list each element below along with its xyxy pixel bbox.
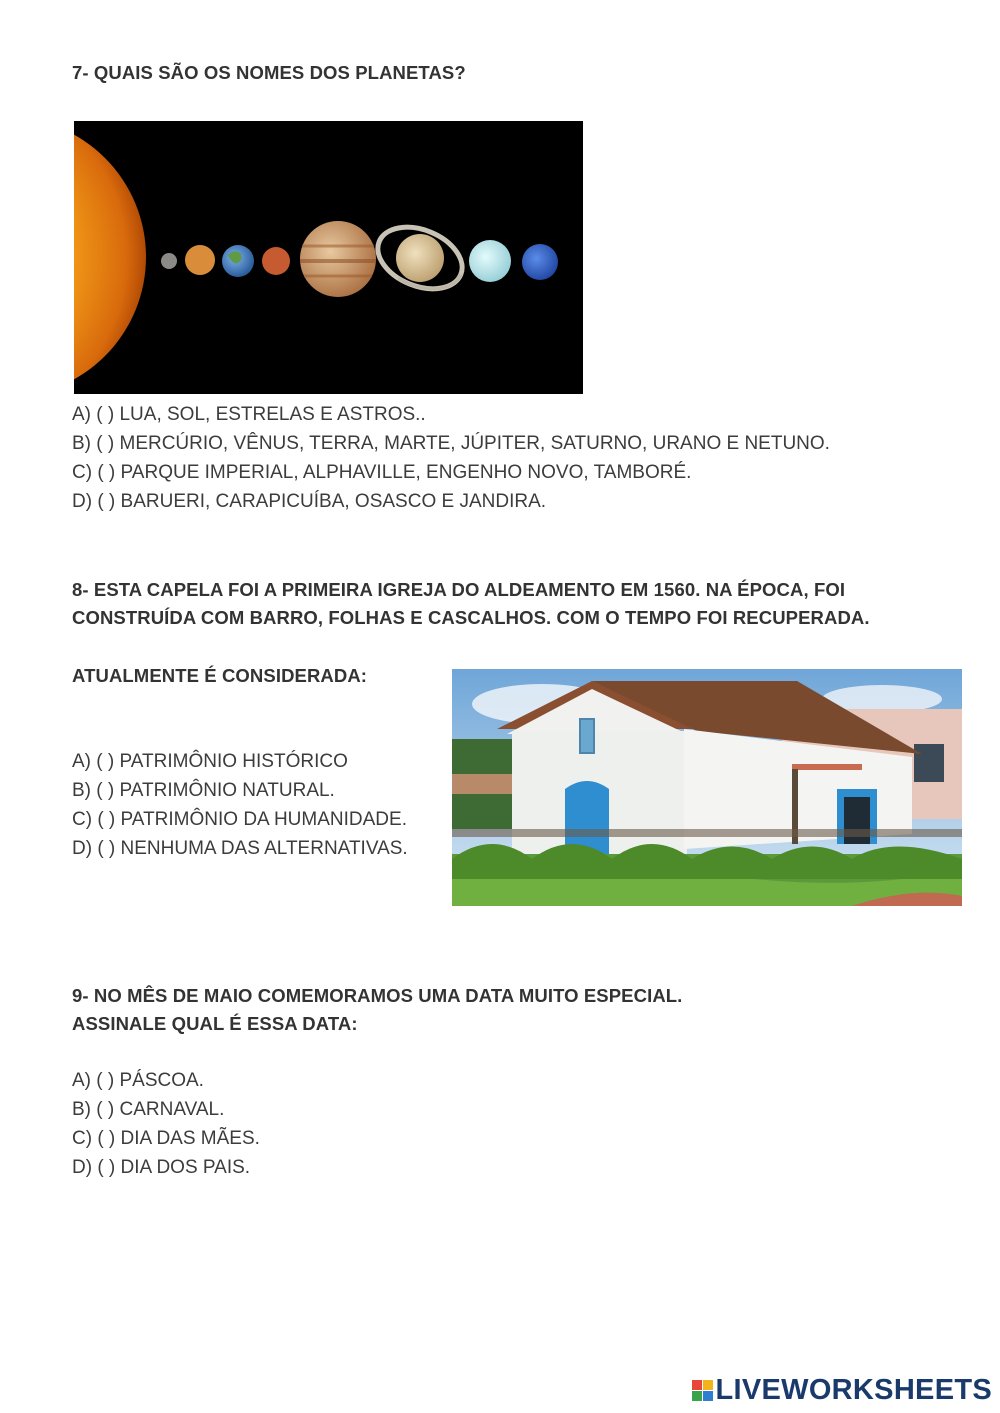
logo-text: LIVEWORKSHEETS <box>715 1374 992 1406</box>
mars <box>262 247 290 275</box>
chapel-photo-illustration <box>452 669 962 906</box>
question-9-title-line2: ASSINALE QUAL É ESSA DATA: <box>72 1013 358 1034</box>
uranus <box>469 240 511 282</box>
chapel-image <box>452 669 962 906</box>
question-8-title-line1: 8- ESTA CAPELA FOI A PRIMEIRA IGREJA DO ALDEAMENTO EM 1560. NA ÉPOCA, FOI <box>72 579 846 600</box>
option-b[interactable]: B) ( ) MERCÚRIO, VÊNUS, TERRA, MARTE, JÚPITER, SATURNO, URANO E NETUNO. <box>72 433 830 454</box>
question-7-title: 7- QUAIS SÃO OS NOMES DOS PLANETAS? <box>72 62 466 83</box>
venus <box>185 245 215 275</box>
option-c[interactable]: C) ( ) PATRIMÔNIO DA HUMANIDADE. <box>72 809 407 830</box>
solar-system-illustration <box>74 121 583 394</box>
option-d[interactable]: D) ( ) NENHUMA DAS ALTERNATIVAS. <box>72 838 408 859</box>
option-b[interactable]: B) ( ) PATRIMÔNIO NATURAL. <box>72 780 335 801</box>
option-c[interactable]: C) ( ) PARQUE IMPERIAL, ALPHAVILLE, ENGENHO NOVO, TAMBORÉ. <box>72 462 692 483</box>
question-7-options <box>72 400 830 516</box>
option-d[interactable]: D) ( ) BARUERI, CARAPICUÍBA, OSASCO E JANDIRA. <box>72 491 547 512</box>
liveworksheets-logo[interactable] <box>692 1374 993 1407</box>
option-b[interactable]: B) ( ) CARNAVAL. <box>72 1099 225 1120</box>
option-d[interactable]: D) ( ) DIA DOS PAIS. <box>72 1157 251 1178</box>
question-8-subtitle: ATUALMENTE É CONSIDERADA: <box>72 665 368 686</box>
liveworksheets-logo-icon <box>692 1380 713 1401</box>
question-8-options <box>72 747 408 863</box>
mercury <box>161 253 177 269</box>
solar-system-image <box>74 121 583 394</box>
option-c[interactable]: C) ( ) DIA DAS MÃES. <box>72 1128 260 1149</box>
question-9-options <box>72 1066 260 1182</box>
question-9-title-line1: 9- NO MÊS DE MAIO COMEMORAMOS UMA DATA MUITO ESPECIAL. <box>72 985 683 1006</box>
option-a[interactable]: A) ( ) PÁSCOA. <box>72 1070 204 1091</box>
sun <box>74 121 146 394</box>
option-a[interactable]: A) ( ) LUA, SOL, ESTRELAS E ASTROS.. <box>72 404 426 425</box>
neptune <box>522 244 558 280</box>
question-8-title-line2: CONSTRUÍDA COM BARRO, FOLHAS E CASCALHOS. COM O TEMPO FOI RECUPERADA. <box>72 607 870 628</box>
option-a[interactable]: A) ( ) PATRIMÔNIO HISTÓRICO <box>72 751 348 772</box>
saturn <box>396 234 444 282</box>
